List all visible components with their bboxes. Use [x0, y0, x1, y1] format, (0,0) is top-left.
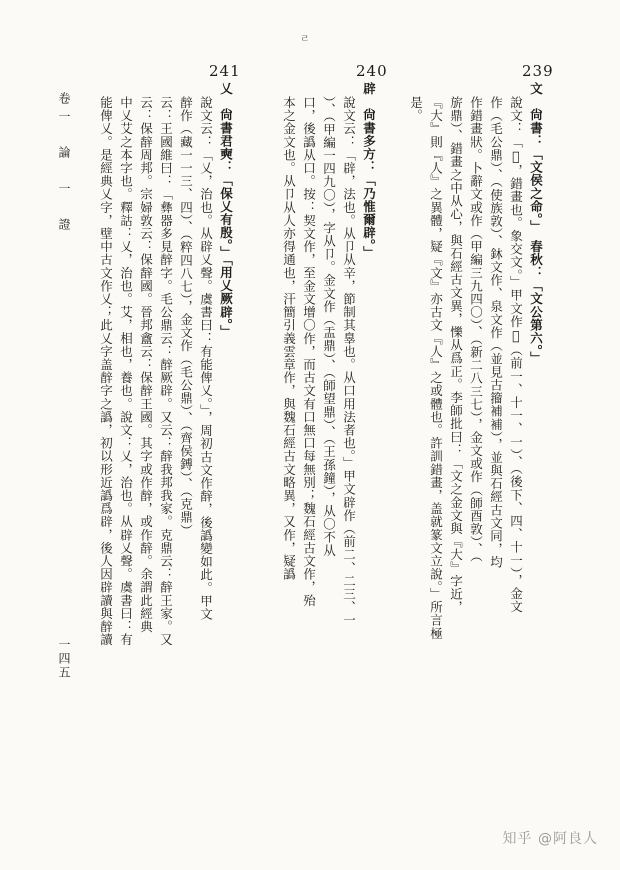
column-16: 云：王國維曰：「彝器多見辪字。毛公鼎云：辪厥辟。又云：辪我邦我家。克鼎云：辪王家。又 — [158, 96, 174, 647]
column-18: 中乂艾之本字也。釋詁：乂，治也。艾，相也，養也。說文：乂，治也。从辟乂聲。虞書曰：有 — [118, 96, 134, 647]
column-3: 作（毛公鼎）、（使族敦）、鈢文作、泉文作（並見古籀補補），並與石經古文同，均 — [488, 96, 504, 569]
chapter-side-label: 卷一 論 一 證 — [57, 92, 71, 236]
column-11: 口，後譌从口。按：契文作，至金文增〇作，而古文有口無口每無別；魏石經古文作，殆 — [301, 96, 317, 607]
column-17: 云：保辪周邦。宗婦敦云：保辪國。晉邦盦云：保辪王國。其字或作辪，或作辪。余謂此經典 — [138, 96, 154, 634]
column-8: 辟 尙書多方：「乃惟爾辟。」 — [361, 82, 377, 260]
column-5: 旂鼎）、錯畫之中从心，與石經古文異，㦡从爲正。李師批曰：「文之金文與『大』字近， — [448, 96, 464, 614]
column-6: 『大』則『人』之異體，疑『文』亦古文『人』之或體也。許訓錯畫，盖就篆文立說。」所言極 — [428, 96, 444, 640]
entry-number-240: 240 — [356, 62, 388, 80]
column-4: 作錯畫狀。卜辭文或作（甲編三九四〇）、（新二八三七），金文或作（師酉敦）、（ — [468, 96, 484, 563]
entry-number-241: 241 — [209, 62, 241, 80]
column-7: 是。 — [408, 96, 424, 123]
column-12: 本之金文也。从卩从人亦得通也，汗簡引義雲章作，與魏石經古文略異，又作，疑譌 — [281, 96, 297, 581]
column-2: 說文：「𠅀，錯畫也。象交文。」甲文作𠅀（前一、十一、一）、（後下、四、十一），金文 — [508, 96, 524, 614]
column-10: ）、（甲編一四九〇），字从卩。金文作（盂鼎）、（師望鼎）、（王孫鐘），从〇不从 — [321, 96, 337, 557]
column-13: 乂 尙書君奭：「保乂有殷。」「用乂厥辟。」 — [218, 82, 234, 339]
zhihu-watermark: 知乎 @阿良人 — [502, 831, 598, 847]
top-mark: ㄹ — [300, 34, 310, 45]
page-folio: 一四五 — [57, 638, 71, 680]
entry-number-239: 239 — [522, 62, 554, 80]
column-1: 文 尙書：「文侯之命。」 春秋：「文公第六。」 — [528, 82, 544, 365]
column-9: 說文云：「辟，法也。从卩从辛，節制其辠也。从口用法者也。」甲文辟作（前二、二三、一 — [341, 96, 357, 627]
column-15: 辪作（藏一一三、四）、（粹四八七），金文作（毛公鼎）、（齊侯鎛）、（克鼎） — [178, 96, 194, 537]
column-14: 說文云：「乂，治也。从辟乂聲。虞書曰：有能俾乂。」，周初古文作辪，後譌變如此。甲文 — [198, 96, 214, 621]
column-19: 能俾乂。是經典乂字，壁中古文作乂；此乂字盖辪字之譌，初以形近譌爲辟，後人因辟讀與辪讀 — [98, 96, 114, 647]
